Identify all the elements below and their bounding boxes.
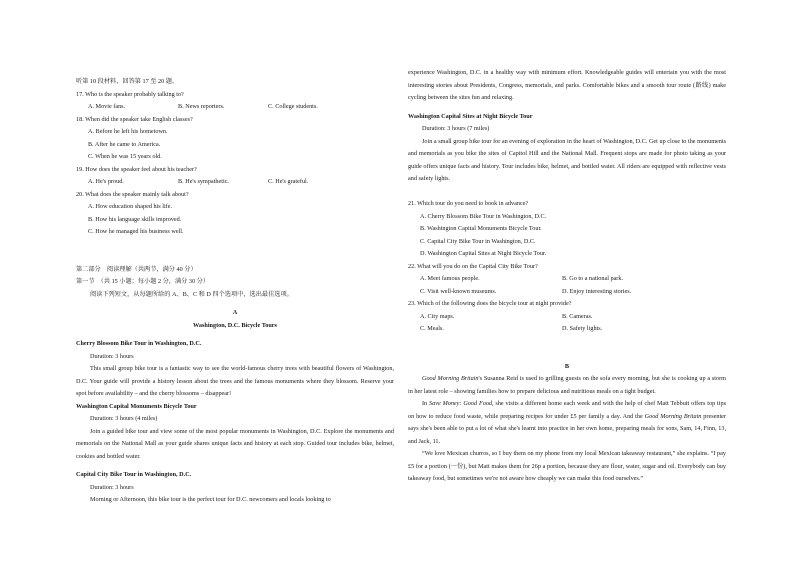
question-17: 17. Who is the speaker probably talking to? [76, 90, 184, 98]
passage-letter-b: B [564, 362, 570, 370]
show-title: Good Morning Britain [644, 412, 702, 420]
option: B. He's sympathetic. [178, 178, 229, 185]
right-column [408, 67, 726, 486]
option: A. Meet famous people. [420, 275, 480, 282]
question-22-options-row1 [408, 273, 726, 286]
option: A. City maps. [420, 312, 455, 320]
option: D. Enjoy interesting stories. [562, 287, 632, 295]
question-18: 18. When did the speaker take English classes? [76, 115, 193, 123]
question-23-options-row1 [408, 311, 726, 324]
passage-letter-a: A [232, 309, 238, 316]
option: B. How his language skills improved. [88, 215, 182, 223]
tour-description: This small group bike tour is a fantastic way to see the world-famous cherry trees with beautiful flowers of Washington, D.C. Your guide will provide a history lesson about the trees and the famous monuments where they blossom. Reserve your spot before availability – and the cherry blossoms – disappear! [76, 365, 394, 397]
question-19-options [76, 176, 394, 189]
question-23: 23. Which of the following does the bicycle tour at night provide? [408, 300, 572, 307]
passage-b-paragraph-3: “We love Mexican churros, so I buy them on my phone from my local Mexican takeaway restaurant,” she explains. “I pay £5 for a portion (一份), but Matt makes them for 26p a portion, because they are flour, water, sugar and oil. Everybody can buy takeaway food, but sometimes we're not aware how cheaply we can make this food ourselves.” [408, 450, 726, 482]
tour-description: Morning or Afternoon, this bike tour is the perfect tour for D.C. newcomers and locals looking to [90, 496, 331, 503]
question-22-options-row2 [408, 286, 726, 299]
question-21: 21. Which tour do you need to book in advance? [408, 200, 529, 207]
option: C. Visit well-known museums. [420, 287, 497, 295]
paragraph-text: presenter says she's been able to put a lot of what she's learnt into practice in her own home, preparing meals for sons, Sam, 14, Finn, 13, and Jack, 11. [408, 412, 726, 445]
passage-b-paragraph-1 [408, 373, 726, 398]
tour-title: Washington Capital Monuments Bicycle Tour [76, 402, 197, 410]
option: C. When he was 15 years old. [88, 153, 162, 160]
option: A. Movie fans. [88, 103, 126, 110]
option: D. Safety lights. [562, 325, 603, 332]
tour-duration: Duration: 3 hours (7 miles) [422, 125, 490, 132]
section-one-heading: 第一节 （共 15 小题；每小题 2 分，满分 30 分） [76, 278, 210, 285]
tour-description: Join a guided bike tour and view some of the most popular monuments in Washington, D.C. Explore the monuments and memorials on the National Mall as your guide shares unique facts and history at each stop. Guided tour includes bike, helmet, cookies and bottled water. [76, 427, 394, 460]
left-column [76, 76, 394, 507]
tour-title: Capital City Bike Tour in Washington, D.C. [76, 471, 192, 478]
tour-description: Join a small group bike tour for an evening of exploration in the heart of Washington, D.C. Get up close to the monuments and memorials as you bike the sites of Capitol Hill and the National Mall. Frequent stops are made for photo taking as your guide offers unique facts and history. Tour includes bike, helmet, and bottled water. All riders are equipped with reflective vests and safety lights. [408, 137, 726, 182]
tour-duration: Duration: 3 hours [90, 483, 134, 491]
option: B. After he came to America. [88, 140, 161, 148]
tour-duration: Duration: 3 hours [90, 352, 134, 360]
show-title: Good Morning Britain [422, 375, 479, 382]
listening-instruction: 听第 10 段材料，回答第 17 至 20 题。 [76, 78, 179, 85]
show-title: Save Money: Good Food [429, 400, 493, 407]
paragraph-text: In [422, 400, 430, 407]
paragraph-text: , she visits a different home each week and with the help of chef Matt Tebbutt offers top tips on how to reduce food waste, while preparing recipes for under £5 per family a day. And the [408, 400, 727, 420]
question-20: 20. What does the speaker mainly talk about? [76, 190, 189, 198]
part-two-heading: 第二部分 阅读理解（共两节，满分 40 分） [76, 265, 197, 273]
option: C. Meals. [420, 325, 444, 332]
option: C. College students. [268, 103, 318, 110]
option: A. Cherry Blossom Bike Tour in Washington, D.C. [420, 212, 547, 220]
option: D. Washington Capital Sites at Night Bicycle Tour. [420, 250, 547, 257]
passage-b-paragraph-2 [408, 398, 726, 448]
option: B. Cameras. [562, 312, 593, 320]
passage-title: Washington, D.C. Bicycle Tours [193, 321, 277, 329]
tour-description-continued: experience Washington, D.C. in a healthy way with minimum effort. Knowledgeable guides will entertain you with the most interesting stories about Presidents, Congress, memorials, and parks. Comfortable bikes and a smooth tour route (路线) make cycling between the sites fun and relaxing. [408, 69, 726, 101]
option: C. He's grateful. [268, 178, 309, 185]
question-19: 19. How does the speaker feel about his teacher? [76, 165, 197, 173]
tour-duration: Duration: 3 hours (4 miles) [90, 415, 158, 422]
option: B. News reporters. [178, 103, 225, 110]
tour-title: Cherry Blossom Bike Tour in Washington, D.C. [76, 340, 202, 347]
option: A. He's proud. [88, 178, 124, 185]
option: A. Before he left his hometown. [88, 128, 168, 135]
question-17-options [76, 101, 394, 114]
option: B. Go to a national park. [562, 275, 624, 282]
question-23-options-row2 [408, 323, 726, 336]
option: C. How he managed his business well. [88, 228, 184, 235]
option: B. Washington Capital Monuments Bicycle Tour. [420, 225, 542, 232]
option: A. How education shaped his life. [88, 203, 173, 210]
paragraph-text: 's Susanna Reid is used to grilling guests on the sofa every morning, but she is cooking up a storm in her latest role – showing families how to prepare delicious and nutritious meals on a tight budget. [408, 375, 726, 395]
tour-title: Washington Capital Sites at Night Bicycle Tour [408, 112, 533, 120]
option: C. Capital City Bike Tour in Washington, D.C. [420, 237, 536, 245]
reading-instruction: 阅读下列短文，从每题所给的 A、B、C 和 D 四个选项中，选出最佳选项。 [90, 290, 293, 298]
question-22: 22. What will you do on the Capital City Bike Tour? [408, 262, 538, 270]
